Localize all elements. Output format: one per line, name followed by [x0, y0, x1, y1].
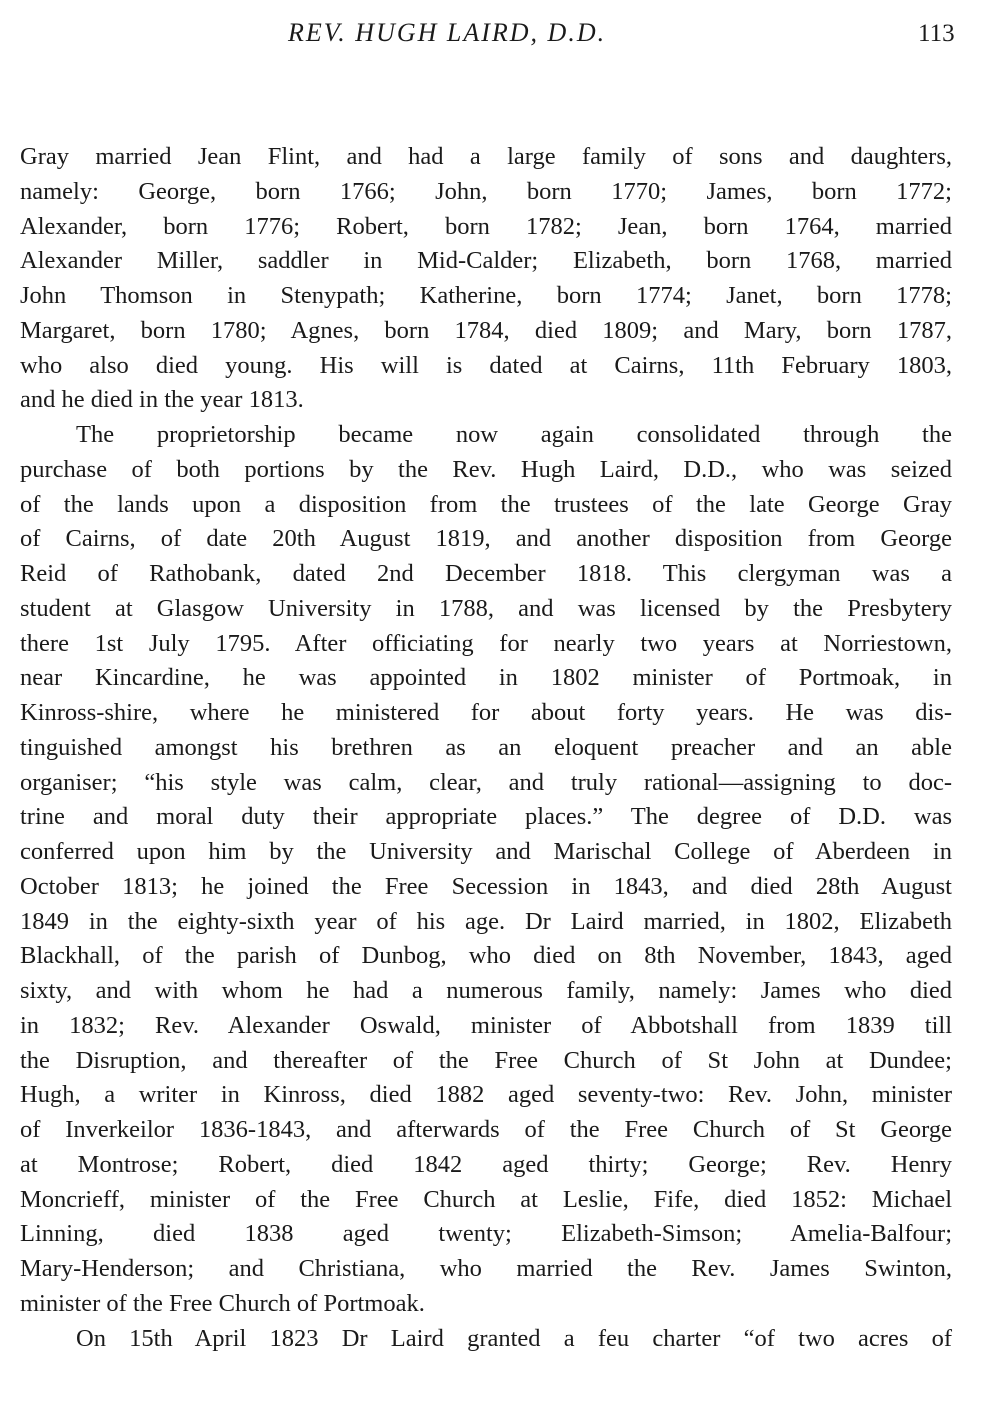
text-line: near Kincardine, he was appointed in 1802 minister of Portmoak, in: [20, 664, 952, 692]
text-line: of the lands upon a disposition from the trustees of the late George Gray: [20, 490, 952, 518]
text-line: Mary-Henderson; and Christiana, who married the Rev. James Swinton,: [20, 1255, 952, 1282]
text-line: of Inverkeilor 1836-1843, and afterwards of the Free Church of St George: [20, 1116, 952, 1143]
text-line: of Cairns, of date 20th August 1819, and another disposition from George: [20, 525, 952, 553]
text-line: organiser; “his style was calm, clear, and truly rational—assigning to doc-: [20, 768, 952, 796]
text-line: Blackhall, of the parish of Dunbog, who died on 8th November, 1843, aged: [20, 942, 952, 970]
text-line: in 1832; Rev. Alexander Oswald, minister of Abbotshall from 1839 till: [20, 1011, 952, 1039]
text-line: On 15th April 1823 Dr Laird granted a feu charter “of two acres of: [76, 1324, 952, 1352]
text-line: tinguished amongst his brethren as an eloquent preacher and an able: [20, 733, 952, 761]
text-line: 1849 in the eighty-sixth year of his age. Dr Laird married, in 1802, Elizabeth: [20, 907, 952, 935]
page-number: 113: [918, 20, 955, 47]
text-line: who also died young. His will is dated at Cairns, 11th February 1803,: [20, 351, 952, 379]
text-line: Reid of Rathobank, dated 2nd December 1818. This clergyman was a: [20, 560, 952, 587]
text-line: Alexander Miller, saddler in Mid-Calder; Elizabeth, born 1768, married: [20, 247, 952, 275]
text-line: there 1st July 1795. After officiating for nearly two years at Norriestown,: [20, 629, 952, 657]
text-line: Moncrieff, minister of the Free Church at Leslie, Fife, died 1852: Michael: [20, 1185, 952, 1213]
text-line: the Disruption, and thereafter of the Free Church of St John at Dundee;: [20, 1046, 952, 1074]
text-line: Alexander, born 1776; Robert, born 1782; Jean, born 1764, married: [20, 212, 952, 240]
page-header: [0, 18, 1000, 58]
text-line: Margaret, born 1780; Agnes, born 1784, died 1809; and Mary, born 1787,: [20, 316, 952, 344]
text-line: at Montrose; Robert, died 1842 aged thirty; George; Rev. Henry: [20, 1150, 952, 1178]
text-line: conferred upon him by the University and Marischal College of Aberdeen in: [20, 838, 952, 865]
text-line: student at Glasgow University in 1788, and was licensed by the Presbytery: [20, 594, 952, 622]
text-line: Hugh, a writer in Kinross, died 1882 aged seventy-two: Rev. John, minister: [20, 1081, 952, 1109]
page-body: [20, 140, 952, 1356]
text-line: John Thomson in Stenypath; Katherine, born 1774; Janet, born 1778;: [20, 282, 952, 309]
text-line: minister of the Free Church of Portmoak.: [20, 1289, 425, 1317]
text-line: namely: George, born 1766; John, born 1770; James, born 1772;: [20, 177, 952, 205]
text-line: Gray married Jean Flint, and had a large family of sons and daughters,: [20, 143, 952, 170]
text-line: sixty, and with whom he had a numerous family, namely: James who died: [20, 977, 952, 1004]
text-line: trine and moral duty their appropriate places.” The degree of D.D. was: [20, 803, 952, 831]
text-line: The proprietorship became now again consolidated through the: [76, 421, 952, 448]
text-line: Kinross-shire, where he ministered for about forty years. He was dis-: [20, 699, 952, 726]
text-line: Linning, died 1838 aged twenty; Elizabeth-Simson; Amelia-Balfour;: [20, 1220, 952, 1248]
text-line: purchase of both portions by the Rev. Hugh Laird, D.D., who was seized: [20, 455, 952, 483]
text-line: and he died in the year 1813.: [20, 386, 304, 414]
text-line: October 1813; he joined the Free Secession in 1843, and died 28th August: [20, 872, 952, 900]
running-title: REV. HUGH LAIRD, D.D.: [288, 18, 607, 47]
